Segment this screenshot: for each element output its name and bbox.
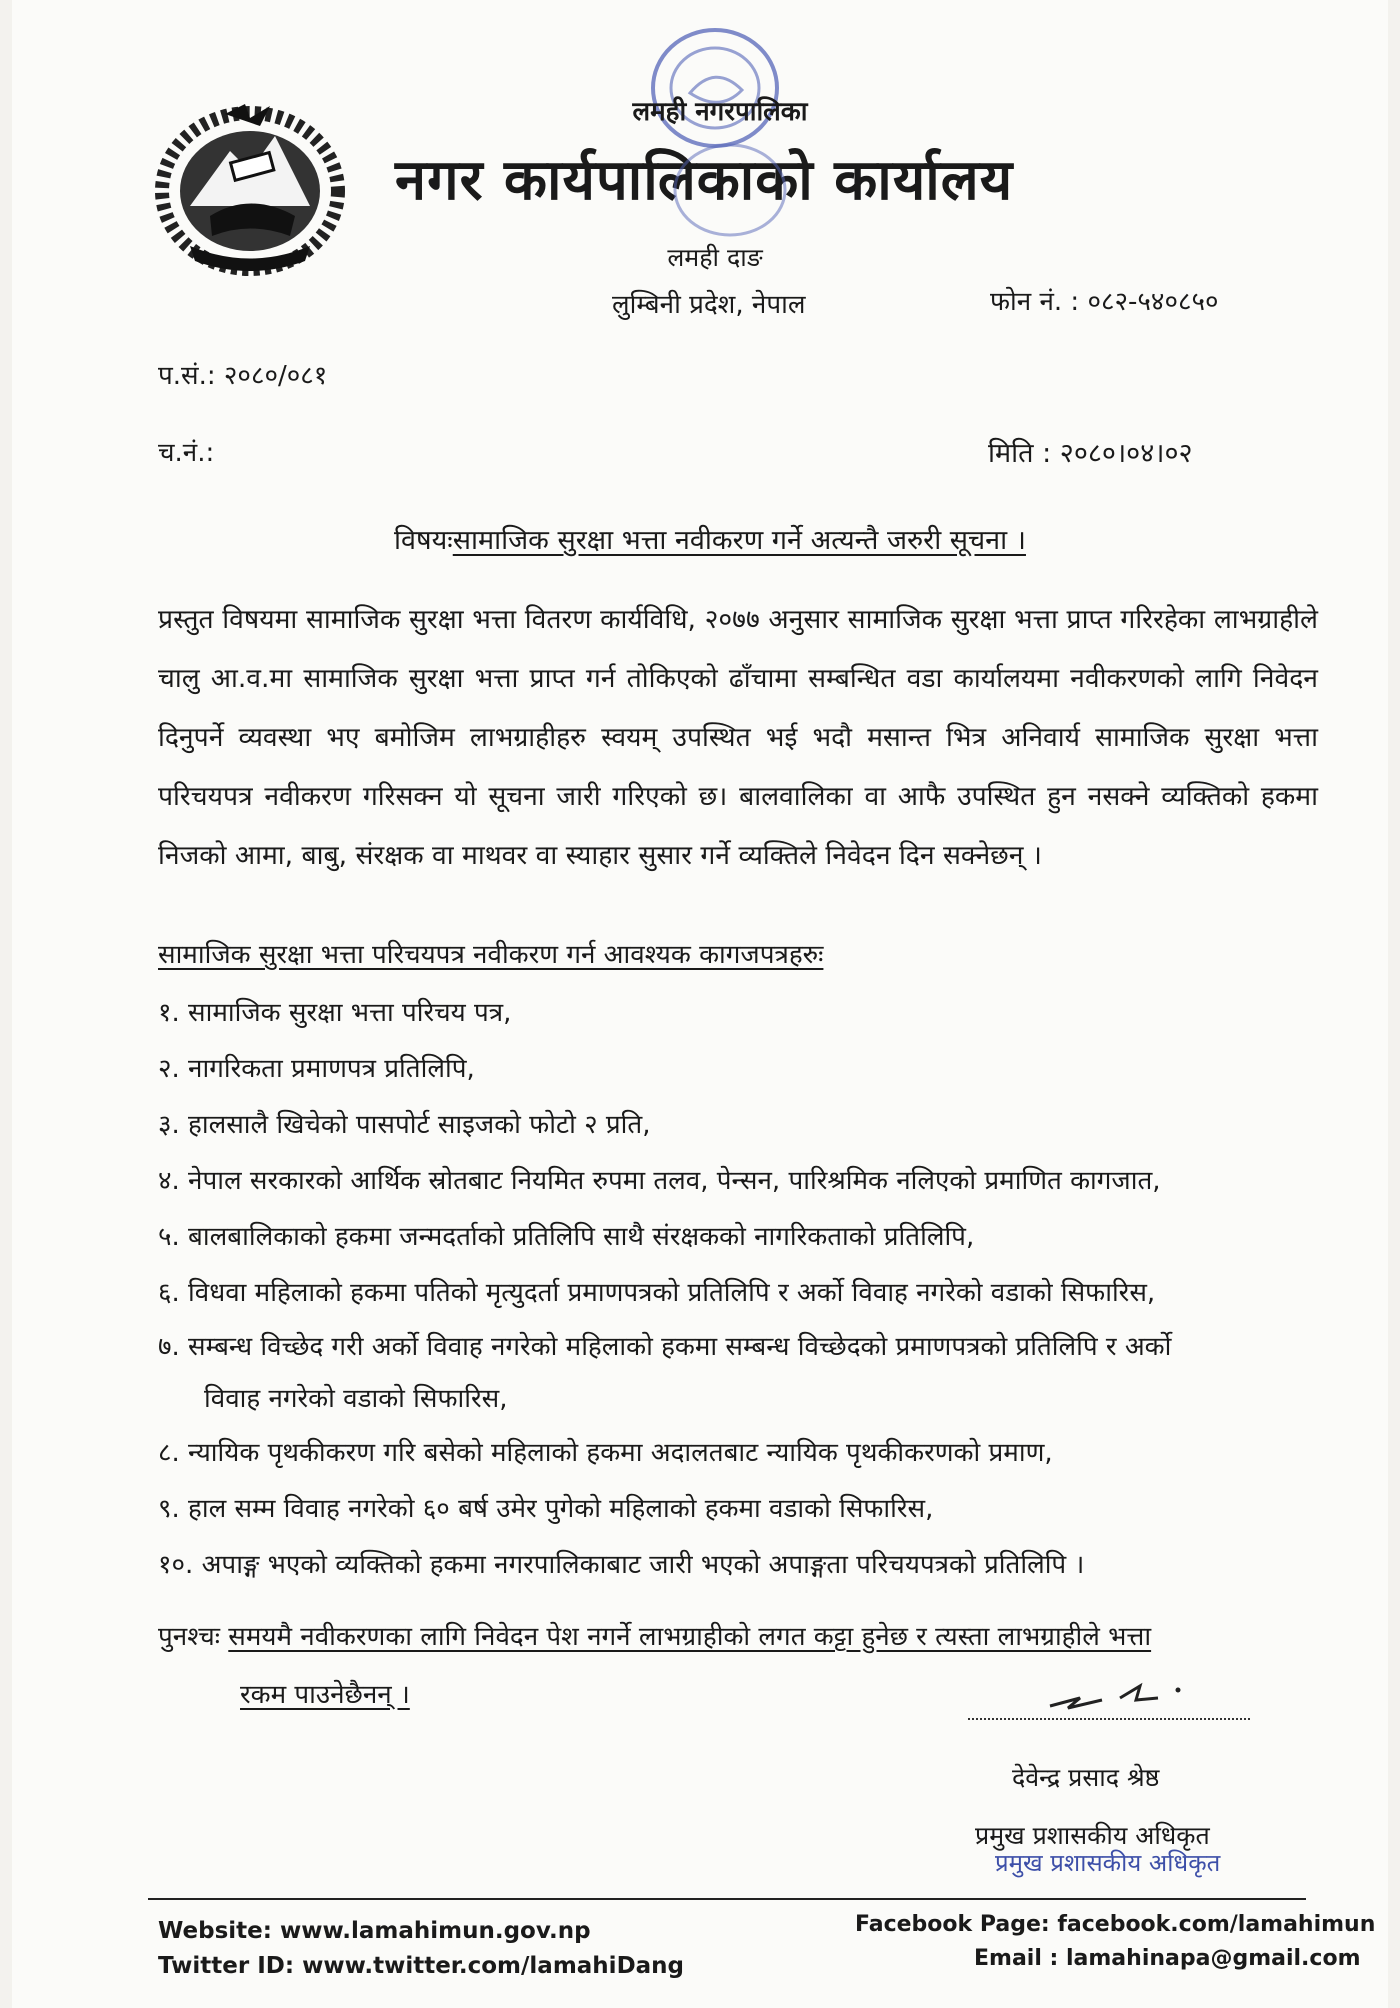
footer-website: Website: www.lamahimun.gov.np [158,1918,591,1944]
letter-date: मिति : २०८०।०४।०२ [988,438,1193,469]
dispatch-number: च.नं.: [158,438,215,468]
list-item: ४. नेपाल सरकारको आर्थिक स्रोतबाट नियमित रुपमा तलव, पेन्सन, पारिश्रमिक नलिएको प्रमाणित कागजात, [158,1166,1161,1196]
body-paragraph: प्रस्तुत विषयमा सामाजिक सुरक्षा भत्ता वितरण कार्यविधि, २०७७ अनुसार सामाजिक सुरक्षा भत्ता प्राप्त गरिरहेका लाभग्राहीले चालु आ.व.मा सामाजिक सुरक्षा भत्ता प्राप्त गर्न तोकिएको ढाँचामा सम्बन्धित वडा कार्यालयमा नवीकरणको लागि निवेदन दिनुपर्ने व्यवस्था भए बमोजिम लाभग्राहीहरु स्वयम् उपस्थित भई भदौ मसान्त भित्र अनिवार्य सामाजिक सुरक्षा भत्ता परिचयपत्र नवीकरण गरिसक्न यो सूचना जारी गरिएको छ। बालवालिका वा आफै उपस्थित हुन नसक्ने व्यक्तिको हकमा निजको आमा, बाबु, संरक्षक वा माथवर वा स्याहार सुसार गर्ने व्यक्तिले निवेदन दिन सक्नेछन् । [158,604,1318,871]
list-item: १०. अपाङ्ग भएको व्यक्तिको हकमा नगरपालिकाबाट जारी भएको अपाङ्गता परिचयपत्रको प्रतिलिपि । [158,1550,1085,1580]
footer-email: Email : lamahinapa@gmail.com [974,1946,1361,1971]
postscript-label: पुनश्चः [158,1622,221,1652]
footer-twitter: Twitter ID: www.twitter.com/lamahiDang [158,1953,685,1979]
list-item: ८. न्यायिक पृथकीकरण गरि बसेको महिलाको हकमा अदालतबाट न्यायिक पृथकीकरणको प्रमाण, [158,1438,1053,1468]
footer-facebook: Facebook Page: facebook.com/lamahimun [855,1912,1376,1937]
subject-line [0,520,1400,557]
footer-divider [148,1898,1306,1900]
office-title: नगर कार्यपालिकाको कार्यालय [395,148,1014,213]
list-item: २. नागरिकता प्रमाणपत्र प्रतिलिपि, [158,1054,475,1084]
postscript-line2: रकम पाउनेछैनन् । [240,1680,410,1710]
requirements-heading: सामाजिक सुरक्षा भत्ता परिचयपत्र नवीकरण गर्न आवश्यक कागजपत्रहरुः [158,940,824,970]
signatory-stamp: प्रमुख प्रशासकीय अधिकृत [995,1849,1221,1877]
list-item: ९. हाल सम्म विवाह नगरेको ६० बर्ष उमेर पुगेको महिलाको हकमा वडाको सिफारिस, [158,1494,934,1524]
signature-line [968,1718,1250,1720]
office-phone: फोन नं. : ०८२-५४०८५० [990,287,1219,317]
office-place: लमही दाङ [667,243,763,272]
list-item: ७. सम्बन्ध विच्छेद गरी अर्को विवाह नगरेको महिलाको हकमा सम्बन्ध विच्छेदको प्रमाणपत्रको प्रतिलिपि र अर्को [158,1332,1172,1362]
list-item-continuation: विवाह नगरेको वडाको सिफारिस, [204,1384,508,1414]
subject-text: सामाजिक सुरक्षा भत्ता नवीकरण गर्ने अत्यन्तै जरुरी सूचना । [452,525,1026,556]
signatory-title: प्रमुख प्रशासकीय अधिकृत [975,1821,1210,1850]
municipality-name: लमही नगरपालिका [632,97,808,127]
list-item: १. सामाजिक सुरक्षा भत्ता परिचय पत्र, [158,998,512,1028]
subject-label: विषयः [394,525,453,556]
signatory-name: देवेन्द्र प्रसाद श्रेष्ठ [1012,1763,1160,1792]
reference-number: प.सं.: २०८०/०८१ [158,361,328,391]
list-item: ६. विधवा महिलाको हकमा पतिको मृत्युदर्ता प्रमाणपत्रको प्रतिलिपि र अर्को विवाह नगरेको वडाको सिफारिस, [158,1278,1156,1308]
list-item: ५. बालबालिकाको हकमा जन्मदर्ताको प्रतिलिपि साथै संरक्षकको नागरिकताको प्रतिलिपि, [158,1222,975,1252]
office-province: लुम्बिनी प्रदेश, नेपाल [612,290,806,320]
postscript-line1: समयमै नवीकरणका लागि निवेदन पेश नगर्ने लाभग्राहीको लगत कट्टा हुनेछ र त्यस्ता लाभग्राहीले भत्ता [228,1622,1152,1652]
requirements-list [158,985,1328,1593]
office-stamp-icon [640,70,810,260]
list-item: ३. हालसालै खिचेको पासपोर्ट साइजको फोटो २ प्रति, [158,1110,651,1140]
handwritten-signature-icon [1040,1668,1200,1718]
